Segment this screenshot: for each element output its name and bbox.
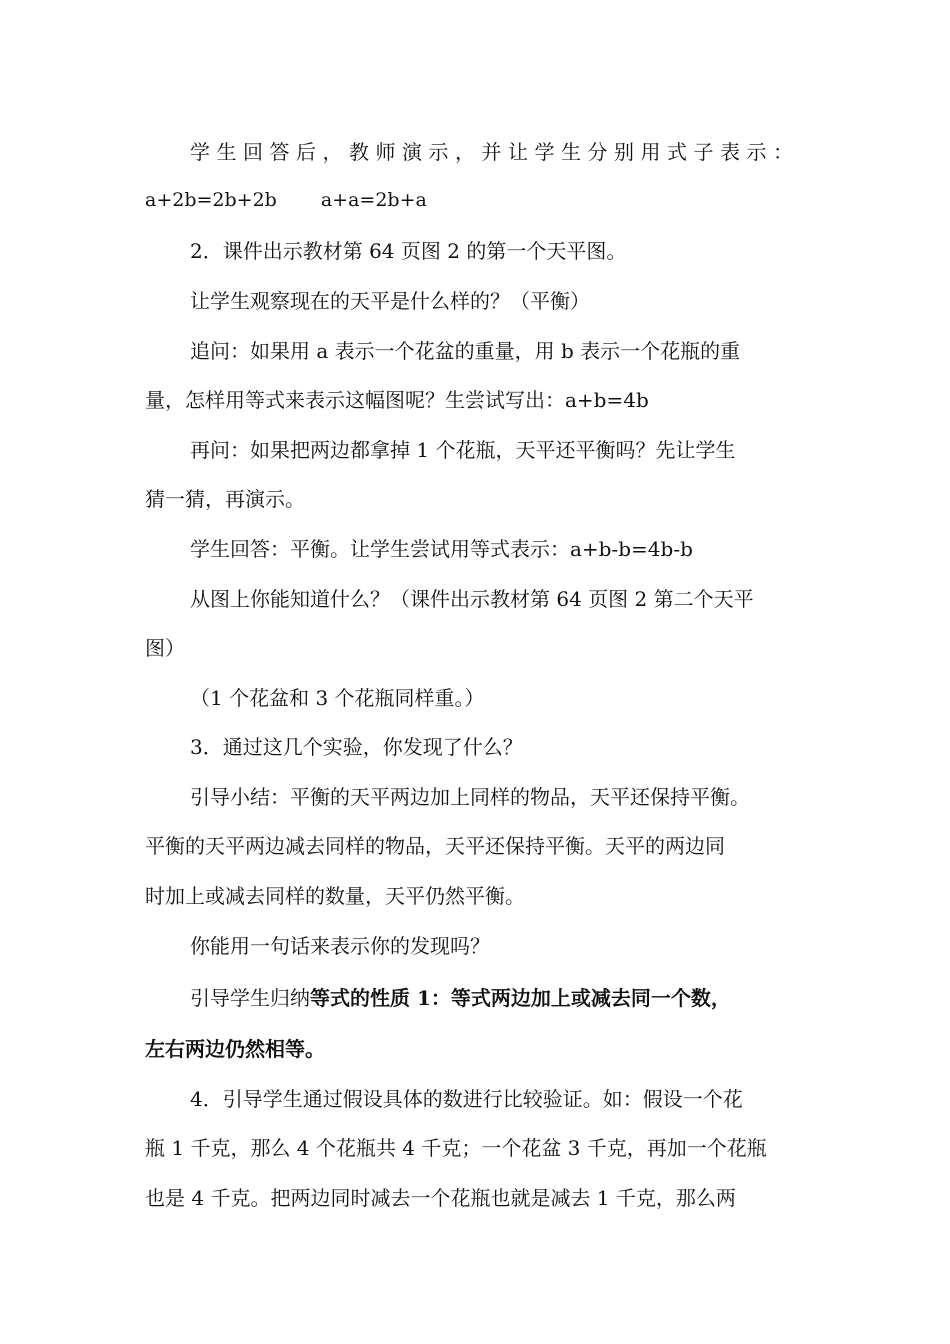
equation: a+a=2b+a	[320, 189, 427, 211]
paragraph-line	[190, 984, 805, 1012]
equation-line	[145, 186, 805, 214]
paragraph-line: 从图上你能知道什么？（课件出示教材第 64 页图 2 第二个天平	[190, 587, 754, 611]
paragraph-line: 平衡的天平两边减去同样的物品，天平还保持平衡。天平的两边同	[145, 834, 725, 858]
property-statement: 等式的性质 1：等式两边加上或减去同一个数，	[310, 986, 731, 1010]
paragraph-line: 学生回答后，教师演示，并让学生分别用式子表示：	[190, 140, 800, 164]
paragraph-line: 引导小结：平衡的天平两边加上同样的物品，天平还保持平衡。	[190, 785, 750, 809]
paragraph-line: 让学生观察现在的天平是什么样的？（平衡）	[190, 289, 590, 313]
paragraph-line: 追问：如果用 a 表示一个花盆的重量，用 b 表示一个花瓶的重	[190, 339, 741, 363]
lead-text: 引导学生归纳	[190, 986, 310, 1010]
property-statement-continued: 左右两边仍然相等。	[145, 1037, 325, 1061]
paragraph-line: （1 个花盆和 3 个花瓶同样重。）	[190, 686, 485, 710]
paragraph-line: 3．通过这几个实验，你发现了什么？	[190, 735, 523, 759]
paragraph-line: 量，怎样用等式来表示这幅图呢？生尝试写出：a+b=4b	[145, 388, 649, 412]
paragraph-line: 瓶 1 千克，那么 4 个花瓶共 4 千克；一个花盆 3 千克，再加一个花瓶	[145, 1136, 767, 1160]
paragraph-line: 也是 4 千克。把两边同时减去一个花瓶也就是减去 1 千克，那么两	[145, 1186, 736, 1210]
paragraph-line: 再问：如果把两边都拿掉 1 个花瓶，天平还平衡吗？先让学生	[190, 438, 736, 462]
paragraph-line: 图）	[145, 636, 185, 660]
paragraph-line: 学生回答：平衡。让学生尝试用等式表示：a+b-b=4b-b	[190, 537, 693, 561]
equation: a+2b=2b+2b	[145, 189, 277, 211]
paragraph-line: 时加上或减去同样的数量，天平仍然平衡。	[145, 884, 525, 908]
paragraph-line: 猜一猜，再演示。	[145, 487, 305, 511]
paragraph-line: 4．引导学生通过假设具体的数进行比较验证。如：假设一个花	[190, 1087, 743, 1111]
paragraph-line: 你能用一句话来表示你的发现吗？	[190, 934, 490, 958]
paragraph-line: 2．课件出示教材第 64 页图 2 的第一个天平图。	[190, 239, 627, 263]
